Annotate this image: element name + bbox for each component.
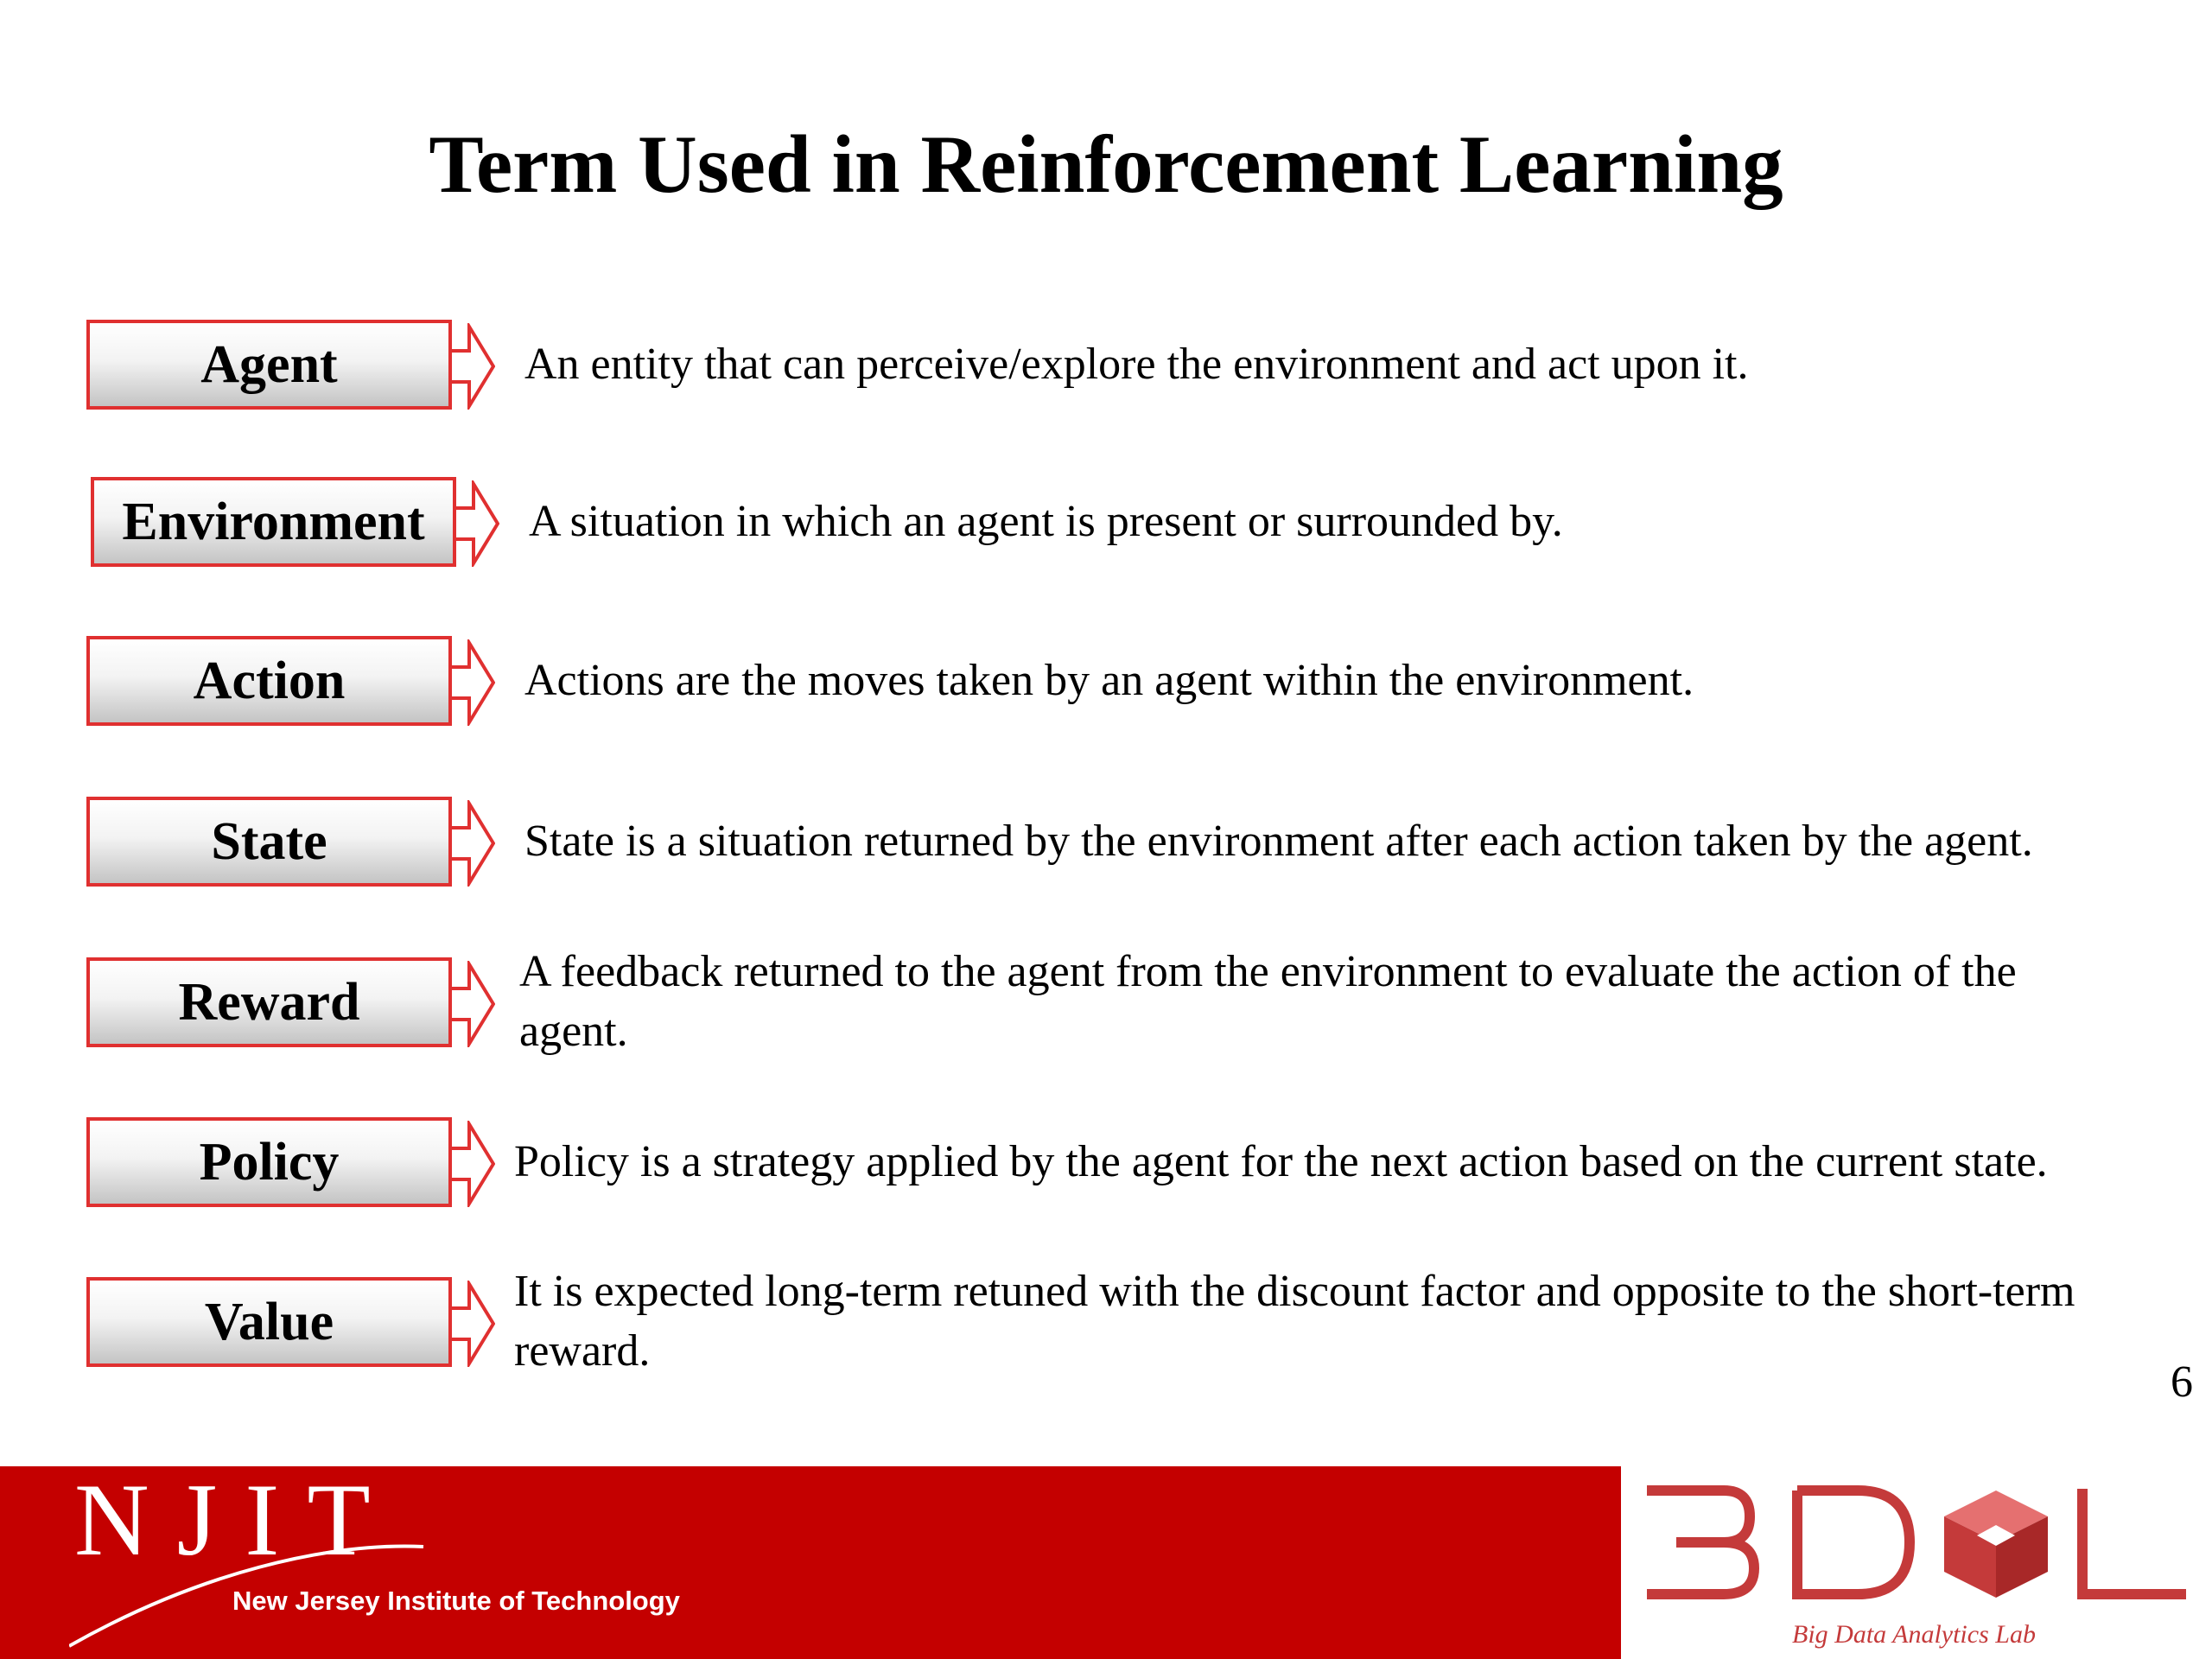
term-label-box: Reward: [86, 957, 452, 1047]
right-arrow-icon: [454, 480, 499, 567]
swoosh-icon: [69, 1469, 691, 1650]
lab-tagline: Big Data Analytics Lab: [1792, 1620, 2036, 1649]
term-label-box: State: [86, 797, 452, 887]
term-label-box: Environment: [91, 477, 456, 567]
term-label-box: Agent: [86, 320, 452, 410]
right-arrow-icon: [450, 800, 495, 887]
term-description: State is a situation returned by the environment after each action taken by the agent.: [524, 816, 2033, 866]
term-label-box: Policy: [86, 1117, 452, 1207]
right-arrow-icon: [450, 1121, 495, 1207]
right-arrow-icon: [450, 1281, 495, 1367]
term-description: It is expected long-term retuned with the discount factor and opposite to the short-term reward.: [514, 1267, 2075, 1376]
page-number: 6: [2171, 1357, 2193, 1407]
term-description: A situation in which an agent is present or surrounded by.: [529, 496, 1563, 546]
term-row-policy: [0, 1117, 2212, 1238]
term-description: An entity that can perceive/explore the environment and act upon it.: [524, 339, 1749, 389]
term-description: Policy is a strategy applied by the agent for the next action based on the current state.: [514, 1136, 2048, 1186]
term-label-box: Value: [86, 1277, 452, 1367]
njit-logo-letters: NJIT: [74, 1462, 398, 1577]
term-row-state: [0, 797, 2212, 918]
term-row-reward: [0, 947, 2212, 1078]
term-row-value: [0, 1267, 2212, 1398]
slide-title: Term Used in Reinforcement Learning: [429, 118, 1783, 210]
bdal-logo-mark-icon: [1642, 1482, 2195, 1603]
term-row-environment: [4, 477, 2212, 598]
term-description: A feedback returned to the agent from the environment to evaluate the action of the agent.: [519, 947, 2017, 1056]
njit-institute-name: New Jersey Institute of Technology: [232, 1586, 680, 1616]
term-row-agent: [0, 320, 2212, 441]
right-arrow-icon: [450, 323, 495, 410]
right-arrow-icon: [450, 961, 495, 1047]
term-label-box: Action: [86, 636, 452, 726]
njit-logo: [69, 1462, 691, 1650]
lab-logo: [1621, 1466, 2212, 1659]
term-description: Actions are the moves taken by an agent within the environment.: [524, 655, 1694, 705]
right-arrow-icon: [450, 639, 495, 726]
term-row-action: [0, 636, 2212, 757]
